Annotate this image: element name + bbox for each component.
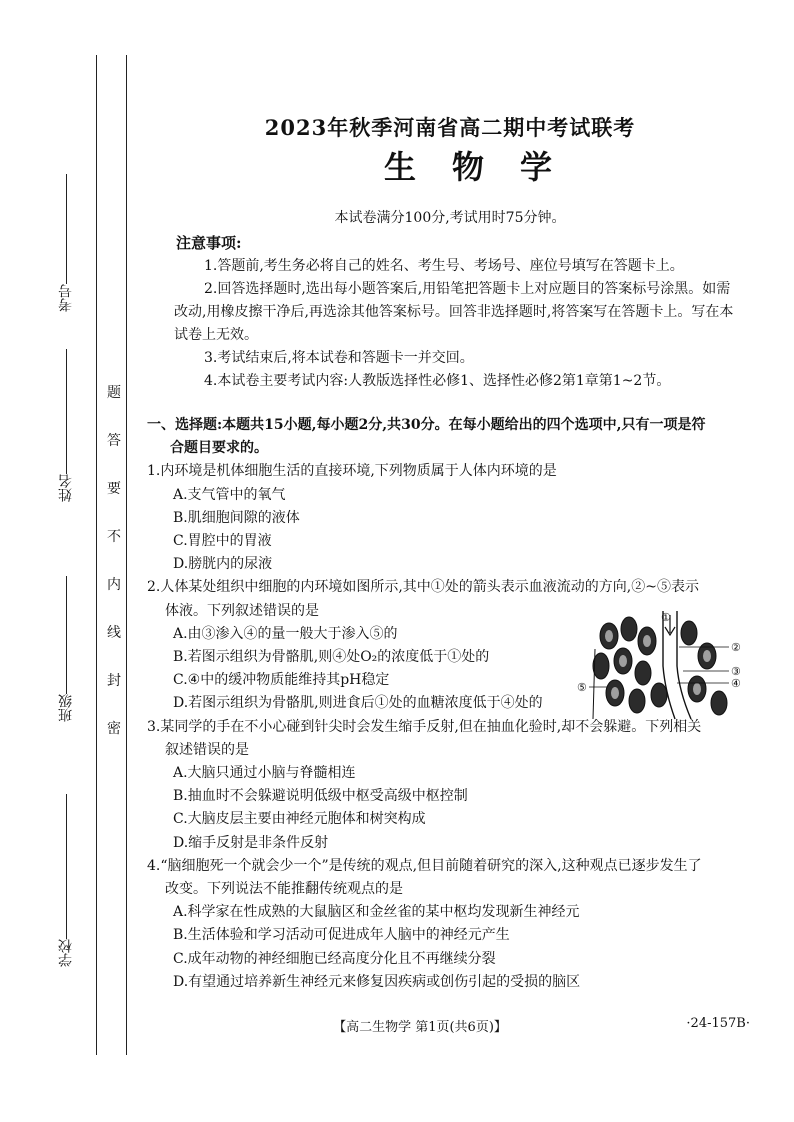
question-stem: 2.人体某处组织中细胞的内环境如图所示,其中①处的箭头表示血液流动的方向,②~⑤表示 bbox=[147, 579, 699, 596]
notice-item: 4.本试卷主要考试内容:人教版选择性必修1、选择性必修2第1章第1~2节。 bbox=[204, 373, 671, 389]
notice-list bbox=[174, 255, 734, 393]
figure-label: ① bbox=[661, 610, 671, 624]
name-blank bbox=[66, 349, 67, 474]
binding-line-outer bbox=[96, 55, 97, 1055]
question-area bbox=[147, 414, 747, 994]
option-a: A.大脑只通过小脑与脊髓相连 bbox=[173, 765, 356, 782]
option-b: B.抽血时不会躲避说明低级中枢受高级中枢控制 bbox=[173, 788, 468, 805]
notice-item: 3.考试结束后,将本试卷和答题卡一并交回。 bbox=[204, 350, 474, 366]
footer-page-info: 【高二生物学 第1页(共6页)】 bbox=[333, 1020, 507, 1035]
exam-meta: 本试卷满分100分,考试用时75分钟。 bbox=[334, 210, 566, 226]
question-2 bbox=[147, 576, 747, 715]
name-label: 姓名 bbox=[58, 474, 74, 502]
section-line: 一、选择题:本题共15小题,每小题2分,共30分。在每小题给出的四个选项中,只有一项是符 bbox=[147, 417, 706, 433]
figure-label: ② bbox=[731, 640, 741, 654]
question-stem: 1.内环境是机体细胞生活的直接环境,下列物质属于人体内环境的是 bbox=[147, 463, 557, 480]
option-c: C.④中的缓冲物质能维持其pH稳定 bbox=[173, 672, 390, 689]
school-label: 学校 bbox=[58, 939, 74, 967]
exam-number-blank bbox=[66, 174, 67, 284]
figure-label: ③ bbox=[731, 664, 741, 678]
school-field bbox=[56, 790, 76, 967]
option-c: C.胃腔中的胃液 bbox=[173, 533, 272, 550]
subject-title: 生物学 bbox=[383, 148, 588, 186]
seal-char: 答 bbox=[107, 433, 121, 449]
seal-char: 封 bbox=[107, 673, 121, 689]
option-c: C.大脑皮层主要由神经元胞体和树突构成 bbox=[173, 811, 426, 828]
class-field bbox=[56, 572, 76, 722]
seal-char: 要 bbox=[107, 481, 121, 497]
binding-line-inner bbox=[126, 55, 127, 1055]
figure-label: ⑤ bbox=[577, 680, 587, 694]
seal-char: 内 bbox=[107, 577, 121, 593]
name-field bbox=[56, 345, 76, 502]
option-d: D.缩手反射是非条件反射 bbox=[173, 834, 329, 851]
notice-heading: 注意事项: bbox=[176, 234, 242, 252]
option-b: B.生活体验和学习活动可促进成年人脑中的神经元产生 bbox=[173, 927, 510, 944]
option-a: A.科学家在性成熟的大鼠脑区和金丝雀的某中枢均发现新生神经元 bbox=[173, 904, 580, 921]
section-heading bbox=[147, 414, 747, 460]
question-3 bbox=[147, 716, 747, 855]
seal-line-text bbox=[106, 385, 122, 769]
option-a: A.支气管中的氧气 bbox=[173, 486, 286, 503]
question-stem-cont: 体液。下列叙述错误的是 bbox=[165, 602, 319, 619]
seal-char: 题 bbox=[107, 385, 121, 401]
option-d: D.有望通过培养新生神经元来修复因疾病或创伤引起的受损的脑区 bbox=[173, 973, 581, 990]
tissue-diagram bbox=[579, 611, 749, 721]
question-stem-cont: 叙述错误的是 bbox=[165, 741, 249, 758]
exam-title: 2023年秋季河南省高二期中考试联考 bbox=[264, 115, 636, 140]
option-d: D.膀胱内的尿液 bbox=[173, 556, 273, 573]
seal-char: 不 bbox=[107, 529, 121, 545]
school-blank bbox=[66, 794, 67, 939]
class-label: 班级 bbox=[58, 694, 74, 722]
question-stem: 4.“脑细胞死一个就会少一个”是传统的观点,但目前随着研究的深入,这种观点已逐步发生了 bbox=[147, 857, 702, 874]
question-4 bbox=[147, 855, 747, 994]
option-b: B.肌细胞间隙的液体 bbox=[173, 509, 300, 526]
question-stem-cont: 改变。下列说法不能推翻传统观点的是 bbox=[165, 881, 403, 898]
exam-number-field bbox=[56, 170, 76, 312]
notice-item: 2.回答选择题时,选出每小题答案后,用铅笔把答题卡上对应题目的答案标号涂黑。如需改动,用橡皮擦干净后,再选涂其他答案标号。回答非选择题时,将答案写在答题卡上。写在本试卷上无效。 bbox=[174, 281, 734, 343]
option-d: D.若图示组织为骨骼肌,则进食后①处的血糖浓度低于④处的 bbox=[173, 695, 543, 712]
seal-char: 密 bbox=[107, 721, 121, 737]
option-c: C.成年动物的神经细胞已经高度分化且不再继续分裂 bbox=[173, 950, 496, 967]
footer-code: ·24-157B· bbox=[686, 1016, 750, 1031]
option-b: B.若图示组织为骨骼肌,则④处O₂的浓度低于①处的 bbox=[173, 649, 490, 666]
section-line: 合题目要求的。 bbox=[170, 440, 268, 457]
seal-char: 线 bbox=[107, 625, 121, 641]
question-stem: 3.某同学的手在不小心碰到针尖时会发生缩手反射,但在抽血化验时,却不会躲避。下列相关 bbox=[147, 718, 702, 735]
option-a: A.由③渗入④的量一般大于渗入⑤的 bbox=[173, 625, 398, 642]
notice-item: 1.答题前,考生务必将自己的姓名、考生号、考场号、座位号填写在答题卡上。 bbox=[204, 258, 684, 274]
figure-label: ④ bbox=[731, 676, 741, 690]
exam-number-label: 考号 bbox=[58, 284, 74, 312]
class-blank bbox=[66, 576, 67, 694]
question-1 bbox=[147, 460, 747, 576]
